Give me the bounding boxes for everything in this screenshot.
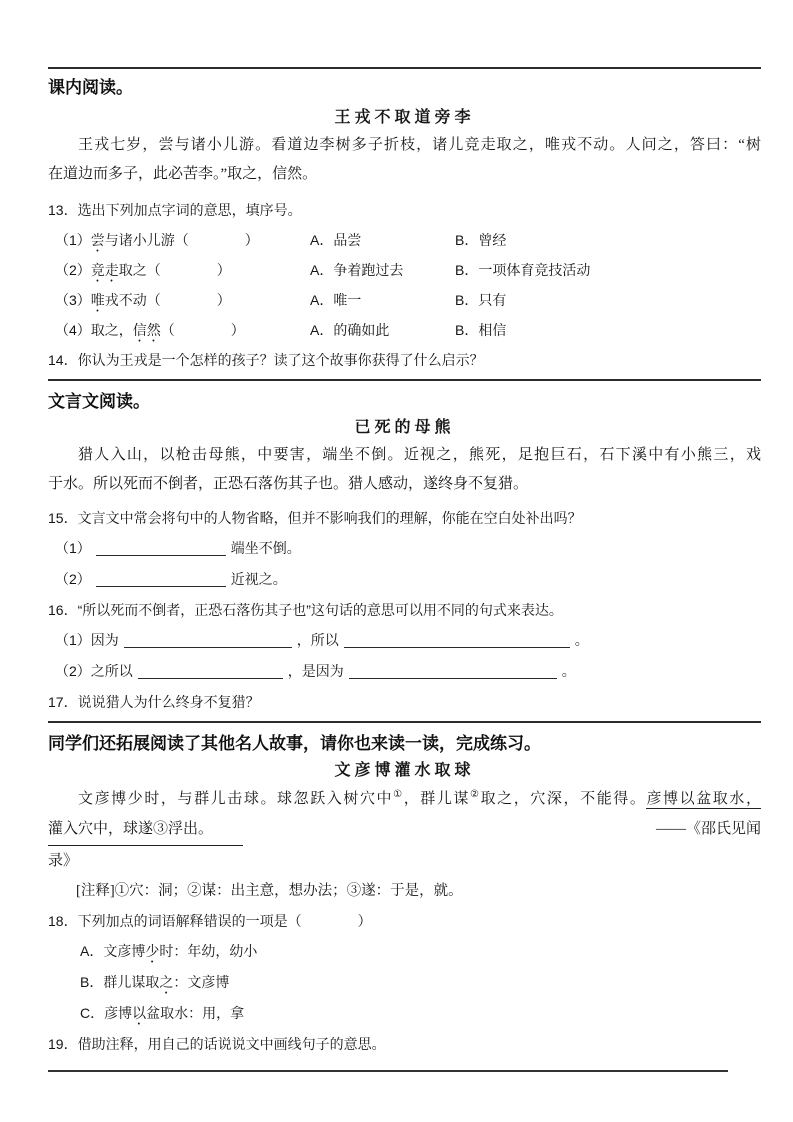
- footnote-marker-1: ①: [393, 789, 404, 800]
- question-13-item-4: [48, 315, 761, 345]
- answer-blank: [344, 632, 570, 648]
- question-18-option-b: B．群儿谋取之：文彦博: [80, 974, 230, 990]
- section-heading: 课内阅读。: [48, 78, 133, 97]
- source-attribution: ——《邵氏见闻: [655, 821, 761, 837]
- item-phrase: （4）取之，信然（ ）: [55, 322, 245, 338]
- dotted-word: 信然: [132, 322, 161, 338]
- passage-line: 录》: [48, 853, 79, 869]
- dotted-word: 少: [145, 943, 160, 959]
- passage-text: [48, 441, 761, 499]
- question-14: 14．你认为王戎是一个怎样的孩子？读了这个故事你获得了什么启示？: [48, 352, 484, 368]
- passage-line: 文彦博少时，与群儿击球。球忽跃入树穴中①，群儿谋②取之，穴深，不能得。彦博以盆取水，: [78, 789, 761, 807]
- option-a: A．的确如此: [310, 322, 390, 338]
- option-b: B．曾经: [455, 232, 507, 248]
- item-phrase: （3）唯戎不动（ ）: [55, 292, 231, 308]
- underlined-sentence: 彦博以盆取水，: [646, 791, 761, 807]
- passage-title: 已死的母熊: [354, 419, 455, 436]
- option-a: A．品尝: [310, 232, 362, 248]
- section-divider: [48, 67, 761, 69]
- dotted-word: 唯: [90, 292, 105, 308]
- section-divider: [48, 721, 761, 723]
- question-13-item-2: [48, 255, 761, 285]
- question-17: 17．说说猎人为什么终身不复猎？: [48, 694, 260, 710]
- answer-bracket: （ ）: [160, 322, 245, 338]
- dotted-word: 之: [159, 974, 174, 990]
- question-18-option-c: C．彦博以盆取水：用，拿: [80, 1005, 245, 1021]
- question-15-item-1: （1） 端坐不倒。: [55, 540, 301, 556]
- passage-line: 猎人入山，以枪击母熊，中要害，端坐不倒。近视之，熊死，足抱巨石，石下溪中有小熊三，戏: [78, 447, 761, 463]
- dotted-word: 尝: [90, 232, 105, 248]
- section-heading: 同学们还拓展阅读了其他名人故事，请你也来读一读，完成练习。: [48, 734, 541, 753]
- item-phrase: （2）竞走取之（ ）: [55, 262, 231, 278]
- question-19: 19．借助注释，用自己的话说说文中画线句子的意思。: [48, 1036, 386, 1052]
- answer-line: [48, 1070, 728, 1072]
- answer-blank: [349, 663, 557, 679]
- passage-text: [48, 784, 761, 876]
- option-b: B．只有: [455, 292, 507, 308]
- question-18-stem: 18．下列加点的词语解释错误的一项是（ ）: [48, 913, 372, 929]
- question-13-stem: 13．选出下列加点字词的意思，填序号。: [48, 202, 302, 218]
- question-13-item-3: [48, 285, 761, 315]
- option-a: A．争着跑过去: [310, 262, 404, 278]
- passage-line: 在道边而多子，此必苦李。”取之，信然。: [48, 166, 318, 182]
- option-b: B．相信: [455, 322, 507, 338]
- question-16-item-2: （2）之所以 ，是因为 。: [55, 663, 576, 679]
- answer-blank: [138, 663, 283, 679]
- passage-line: 于水。所以死而不倒者，正恐石落伤其子也。猎人感动，遂终身不复猎。: [48, 476, 529, 492]
- passage-line: [48, 814, 761, 846]
- passage-title: 文彦博灌水取球: [334, 762, 475, 779]
- footnotes: [注释]①穴：洞；②谋：出主意，想办法；③遂：于是，就。: [76, 883, 463, 899]
- dotted-word: 以: [132, 1005, 147, 1021]
- dotted-word: 竞走: [90, 262, 119, 278]
- section-divider: [48, 379, 761, 381]
- option-b: B．一项体育竞技活动: [455, 262, 591, 278]
- option-a: A．唯一: [310, 292, 362, 308]
- question-18-option-a: A．文彦博少时：年幼，幼小: [80, 943, 258, 959]
- question-13-item-1: [48, 225, 761, 255]
- footnote-marker-2: ②: [470, 789, 481, 800]
- passage-line: 王戎七岁，尝与诸小儿游。看道边李树多子折枝，诸儿竞走取之，唯戎不动。人问之，答曰：“树: [78, 137, 761, 153]
- question-15-stem: 15．文言文中常会将句中的人物省略，但并不影响我们的理解，你能在空白处补出吗？: [48, 510, 582, 526]
- section-heading: 文言文阅读。: [48, 392, 150, 411]
- passage-text: [48, 131, 761, 189]
- question-16-stem: 16．“所以死而不倒者，正恐石落伤其子也”这句话的意思可以用不同的句式来表达。: [48, 602, 563, 618]
- item-phrase: （1）尝与诸小儿游（ ）: [55, 232, 259, 248]
- answer-bracket: （ ）: [287, 913, 372, 929]
- answer-bracket: （ ）: [146, 262, 231, 278]
- passage-title: 王戎不取道旁李: [334, 109, 475, 126]
- answer-blank: [124, 632, 292, 648]
- underlined-sentence: 灌入穴中，球遂③浮出。: [48, 814, 243, 846]
- question-16-item-1: （1）因为 ，所以 。: [55, 632, 589, 648]
- answer-blank: [96, 571, 226, 587]
- answer-bracket: （ ）: [174, 232, 259, 248]
- answer-blank: [96, 540, 226, 556]
- question-15-item-2: （2） 近视之。: [55, 571, 287, 587]
- answer-bracket: （ ）: [146, 292, 231, 308]
